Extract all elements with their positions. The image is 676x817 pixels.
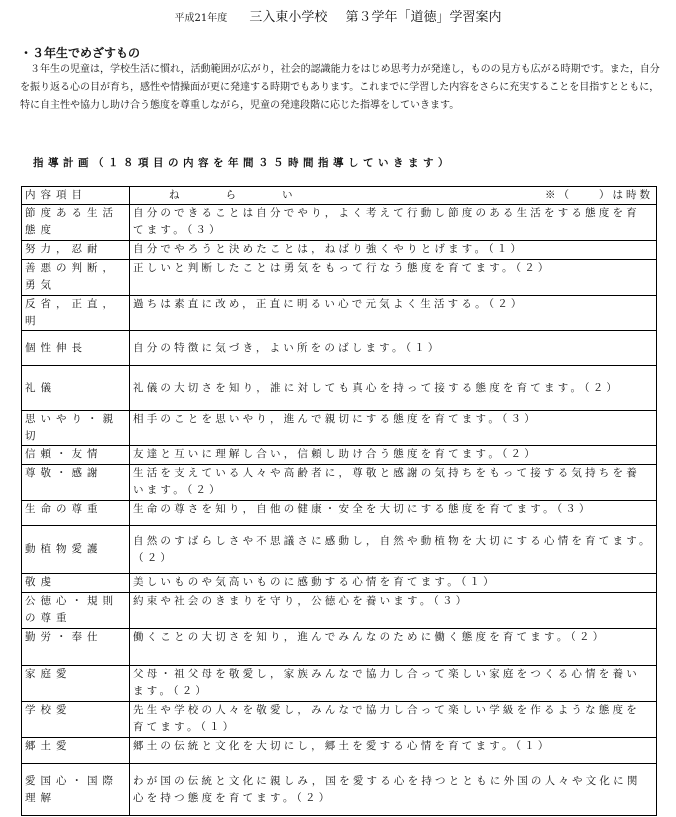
aim-cell: 自分の特徴に気づき，よい所をのばします。（１）: [130, 331, 657, 366]
item-cell: 努力，忍耐: [22, 241, 130, 260]
table-row: [22, 446, 657, 465]
plan-table: [21, 186, 657, 816]
aim-cell: 相手のことを思いやり，進んで親切にする態度を育てます。（３）: [130, 411, 657, 446]
table-header-row: [22, 187, 657, 205]
aim-cell: 自分でやろうと決めたことは，ねばり強くやりとげます。（１）: [130, 241, 657, 260]
item-cell: 郷土愛: [22, 738, 130, 764]
table-row: [22, 702, 657, 738]
aim-cell: 働くことの大切さを知り，進んでみんなのために働く態度を育てます。（２）: [130, 629, 657, 666]
aim-cell: 自然のすばらしさや不思議さに感動し，自然や動植物を大切にする心情を育てます。（２）: [130, 526, 657, 574]
aim-cell: 正しいと判断したことは勇気をもって行なう態度を育てます。（２）: [130, 260, 657, 296]
table-row: [22, 574, 657, 593]
aim-cell: 礼儀の大切さを知り，誰に対しても真心を持って接する態度を育てます。（２）: [130, 366, 657, 411]
plan-heading: 指導計画（１８項目の内容を年間３５時間指導していきます）: [33, 157, 453, 169]
item-cell: 公徳心・規則の尊重: [22, 593, 130, 629]
item-cell: 礼儀: [22, 366, 130, 411]
item-cell: 尊敬・感謝: [22, 465, 130, 501]
item-cell: 家庭愛: [22, 666, 130, 702]
aim-cell: 約束や社会のきまりを守り，公徳心を養います。（３）: [130, 593, 657, 629]
title-year: 平成21年度: [174, 13, 228, 24]
table-row: [22, 241, 657, 260]
table-row: [22, 629, 657, 666]
aim-cell: 父母・祖父母を敬愛し，家族みんなで協力し合って楽しい家庭をつくる心情を養います。（２）: [130, 666, 657, 702]
table-row: [22, 411, 657, 446]
item-cell: 愛国心・国際理解: [22, 764, 130, 816]
table-row: [22, 526, 657, 574]
item-cell: 反省，正直，明: [22, 296, 130, 331]
table-row: [22, 296, 657, 331]
item-cell: 敬虔: [22, 574, 130, 593]
table-row: [22, 666, 657, 702]
goal-heading: ・３年生でめざすもの: [20, 46, 141, 60]
title-subject: 第３学年「道徳」学習案内: [345, 10, 502, 25]
table-row: [22, 205, 657, 241]
page-title: [0, 6, 676, 25]
aim-cell: 美しいものや気高いものに感動する心情を育てます。（１）: [130, 574, 657, 593]
aim-cell: 郷土の伝統と文化を大切にし，郷土を愛する心情を育てます。（１）: [130, 738, 657, 764]
header-item: 内容項目: [22, 187, 130, 205]
title-school: 三入東小学校: [249, 10, 328, 25]
aim-cell: 友達と互いに理解し合い，信頼し助け合う態度を育てます。（２）: [130, 446, 657, 465]
table-row: [22, 738, 657, 764]
aim-cell: 先生や学校の人々を敬愛し，みんなで協力し合って楽しい学級を作るような態度を育てます。（１）: [130, 702, 657, 738]
aim-cell: 自分のできることは自分でやり，よく考えて行動し節度のある生活をする態度を育てます。（３）: [130, 205, 657, 241]
header-note: ※（ ）は時数: [545, 189, 653, 201]
item-cell: 生命の尊重: [22, 501, 130, 526]
item-cell: 個性伸長: [22, 331, 130, 366]
header-aim: ねらい: [169, 189, 339, 201]
aim-cell: 生活を支えている人々や高齢者に，尊敬と感謝の気持ちをもって接する気持ちを養います。（２）: [130, 465, 657, 501]
item-cell: 思いやり・親切: [22, 411, 130, 446]
item-cell: 動植物愛護: [22, 526, 130, 574]
table-row: [22, 331, 657, 366]
item-cell: 学校愛: [22, 702, 130, 738]
table-row: [22, 366, 657, 411]
table-row: [22, 764, 657, 816]
table-row: [22, 593, 657, 629]
goal-text: ３年生の児童は，学校生活に慣れ，活動範囲が広がり，社会的認識能力をはじめ思考力が発達し，ものの見方も広がる時期です。また，自分を振り返る心の目が育ち，感性や情操面が更に発達する時期でもあります。これまでに学習した内容をさらに充実することを目指すとともに，特に自主性や協力し助け合う態度を尊重しながら，児童の発達段階に応じた指導をしていきます。: [20, 64, 660, 111]
aim-cell: 過ちは素直に改め，正直に明るい心で元気よく生活する。（２）: [130, 296, 657, 331]
aim-cell: 生命の尊さを知り，自他の健康・安全を大切にする態度を育てます。（３）: [130, 501, 657, 526]
item-cell: 節度ある生活態度: [22, 205, 130, 241]
header-aim-cell: [130, 187, 657, 205]
aim-cell: わが国の伝統と文化に親しみ，国を愛する心を持つとともに外国の人々や文化に関心を持つ態度を育てます。（２）: [130, 764, 657, 816]
item-cell: 信頼・友情: [22, 446, 130, 465]
table-row: [22, 501, 657, 526]
item-cell: 勤労・奉仕: [22, 629, 130, 666]
table-row: [22, 260, 657, 296]
item-cell: 善悪の判断，勇気: [22, 260, 130, 296]
table-row: [22, 465, 657, 501]
